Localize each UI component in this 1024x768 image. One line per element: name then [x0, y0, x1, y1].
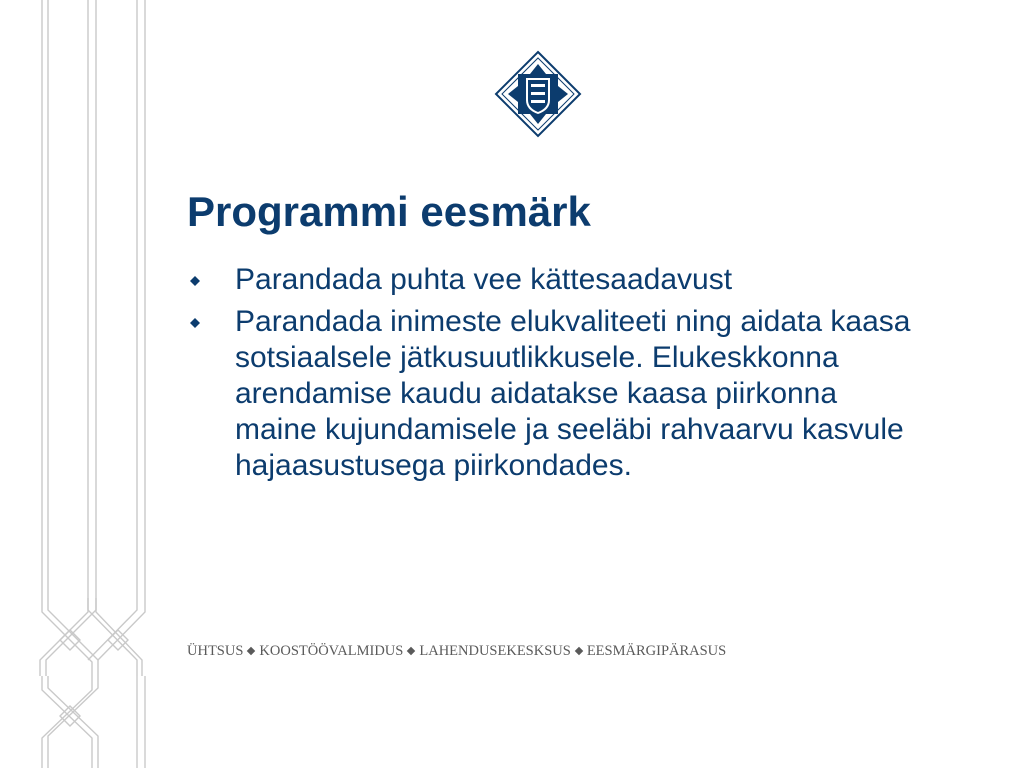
diamond-separator-icon [407, 646, 415, 654]
coat-of-arms-logo [494, 50, 582, 138]
diamond-bullet-icon [190, 318, 200, 328]
bullet-text: Parandada puhta vee kättesaadavust [235, 263, 733, 296]
footer-value: EESMÄRGIPÄRASUS [586, 643, 727, 659]
diamond-separator-icon [575, 646, 583, 654]
values-footer [187, 640, 726, 662]
bullet-text: Parandada inimeste elukvaliteeti ning aidata kaasa sotsiaalsele jätkusuutlikkusele. Elukeskkonna arendamise kaudu aidatakse kaasa piirkonna maine kujundamisele ja seeläbi rahvaarvu kasvule hajaasustusega piirkondades. [235, 305, 911, 482]
footer-value: KOOSTÖÖVALMIDUS [259, 643, 404, 659]
bullet-item [187, 262, 917, 298]
diamond-separator-icon [247, 646, 255, 654]
footer-value: ÜHTSUS [187, 643, 244, 659]
slide-title: Programmi eesmärk [187, 188, 591, 235]
decorative-line-ornament [0, 0, 160, 768]
bullet-item [187, 304, 917, 484]
diamond-bullet-icon [190, 276, 200, 286]
bullet-list [187, 262, 917, 490]
footer-value: LAHENDUSEKESKSUS [419, 643, 571, 659]
